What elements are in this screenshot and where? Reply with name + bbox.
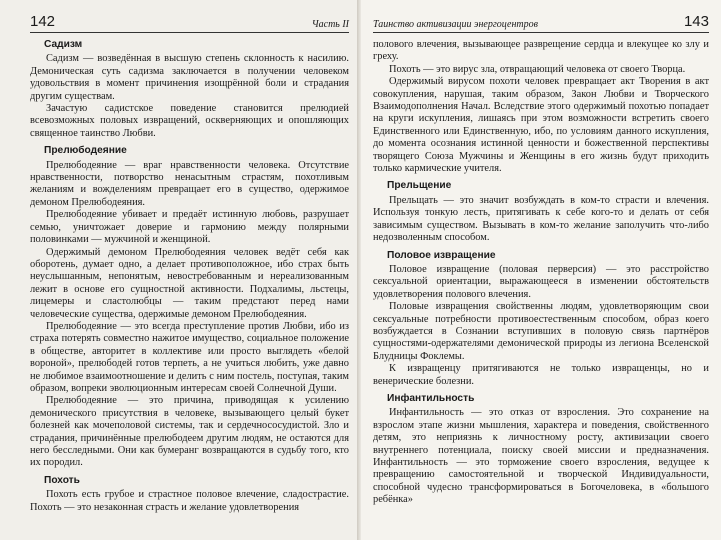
left-page <box>0 0 359 540</box>
section-heading: Прельщение <box>387 180 452 192</box>
page-number: 143 <box>683 13 709 30</box>
section-heading: Прелюбодеяние <box>44 145 127 157</box>
page-number: 142 <box>30 13 56 30</box>
paragraph: Похоть — это вирус зла, отвращающий человека от своего Творца. <box>389 63 686 75</box>
paragraph: Половые извращения свойственны людям, удовлетворяющим свои сексуальные потребности противоестественным способом, образ коего возбуждается в Сознании вступивших в половую связь партнёров сущностями-одержателями демонической природы из легиона Вселенской Блудницы Фоклемы. <box>373 301 709 362</box>
paragraph: Одержимый вирусом похоти человек превращает акт Творения в акт совокупления, нарушая, таким образом, Закон Любви и Творческого Взаимодополнения Начал. Вследствие этого одержимый похотью попадает на круги искупления, лишаясь при этом возможности встретить своего Единственного или Единственную, ибо, по условиям данного искупления, до момента осознания истинной ценности и божественной перспективы творящего Союза Мужчины и Женщины в его жизнь будут приходить только кармические учителя. <box>373 76 709 175</box>
left-page-body <box>30 39 349 514</box>
left-page-header <box>30 8 349 33</box>
section-heading: Инфантильность <box>387 392 475 404</box>
right-page-body <box>373 39 709 507</box>
running-head: Таинство активизации энергоцентров <box>373 19 538 30</box>
paragraph: Прелюбодеяние — враг нравственности человека. Отсутствие нравственности, потворство ненасытным страстям, похотливым желаниям и вожделениям превращает его в существо, одержимое демоном Прелюбодеяния. <box>30 159 349 208</box>
section-heading: Похоть <box>44 474 80 486</box>
paragraph: полового влечения, вызывающее разврещение сердца и влекущее ко злу и греху. <box>373 39 709 63</box>
section-heading: Половое извращение <box>387 249 496 261</box>
paragraph: К извращенцу притягиваются не только извращенцы, но и венерические болезни. <box>373 363 709 387</box>
running-head: Часть II <box>311 19 349 30</box>
paragraph: Прелюбодеяние убивает и предаёт истинную любовь, разрушает семью, уничтожает доверие и гармонию между полярными половинками — мужчиной и женщиной. <box>30 209 349 246</box>
paragraph: Инфантильность — это отказ от взросления. Это сохранение на взрослом этапе жизни мышления, характера и поведения, свойственного детям, это неприязнь к личностному росту, активизации своего внутреннего потенциала, поиску своей миссии и предназначения. Инфантильность — это торможение своего взросления, ведущее к превращению самостоятельной и творческой Индивидуальности, способной чудесно трансформироваться в Богочеловека, в «большого ребёнка» <box>373 407 709 506</box>
paragraph: Одержимый демоном Прелюбодеяния человек ведёт себя как оборотень, думает одно, а делает противоположное, ибо страх быть неуслышанным, непонятым, невостребованным и нереализованным лежит в основе его сущностной активности. Подхалимы, льстецы, лицемеры и сластолюбцы — таким предстают перед нами человеческие существа, одержимые демоном Прелюбодеяния. <box>30 246 349 320</box>
paragraph: Половое извращение (половая перверсия) — это расстройство сексуальной ориентации, выражающееся в изменении обстоятельств удовлетворения полового влечения. <box>373 263 709 300</box>
paragraph: Садизм — возведённая в высшую степень склонность к насилию. Демоническая суть садизма заключается в получении человеком удовольствия в момент причинения изощрённой боли и страдания другим существам. <box>30 53 349 102</box>
paragraph: Прелюбодеяние — это всегда преступление против Любви, ибо из страха потерять совместно нажитое имущество, социальное положение в обществе, авторитет в коллективе или просто выглядеть «белой вороной», прелюбодей готов терпеть, а не учиться любить, уже давно не любимое взаимоотношение и делить с ним постель, поступая, таким образом, вопреки эволюционным интересам своей Солнечной Души. <box>30 320 349 394</box>
paragraph: Прельщать — это значит возбуждать в ком-то страсти и влечения. Используя тонкую лесть, притягивать к себе кого-то и делать от себя зависимым существом. Вызывать в ком-то желание заполучить что-либо недозволенным способом. <box>373 194 709 244</box>
right-page <box>361 0 721 540</box>
section-heading: Садизм <box>44 39 83 50</box>
paragraph: Зачастую садистское поведение становится прелюдией всевозможных половых извращений, оскверняющих и опошляющих священное таинство Любви. <box>30 103 349 139</box>
right-page-header <box>373 8 709 33</box>
paragraph: Похоть есть грубое и страстное половое влечение, сладострастие. Похоть — это незаконная страсть и желание удовлетворения <box>30 489 349 513</box>
paragraph: Прелюбодеяние — это причина, приводящая к усилению демонического присутствия в человеке, вызывающего целый букет болезней как мочеполовой системы, так и сердечнососудистой. Зло и страдания, причинённые прелюбодеем другим людям, не остаются для него бесследными. Они как бумеранг возвращаются в судьбу того, кто их породил. <box>30 395 349 469</box>
